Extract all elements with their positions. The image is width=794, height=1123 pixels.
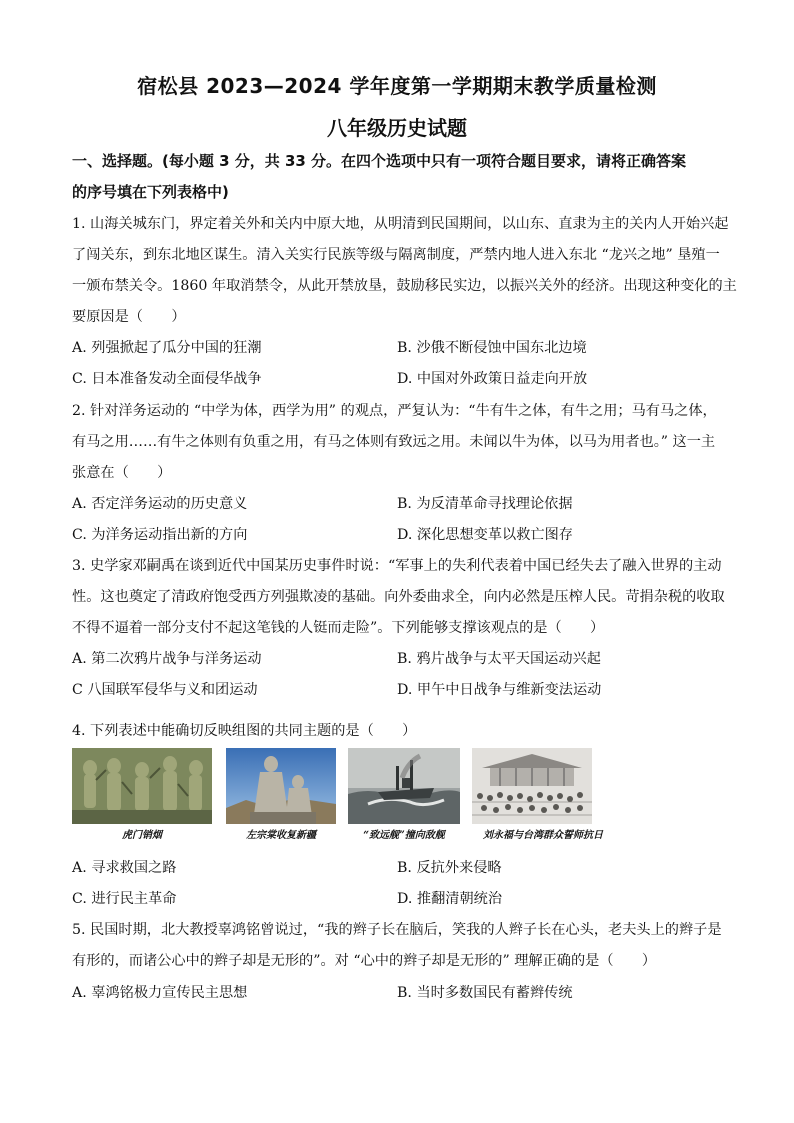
q1-option-c[interactable]: C. 日本准备发动全面侵华战争 [72,371,262,387]
q3-option-d[interactable]: D. 甲午中日战争与维新变法运动 [397,682,602,698]
warship-image [348,748,460,824]
q1-stem-line-2: 了闯关东，到东北地区谋生。清入关实行民族等级与隔离制度，严禁内地人进入东北 “龙兴之地” 垦殖一 [72,247,720,263]
q1-stem-line-4: 要原因是（ ） [72,309,186,325]
q4-stem: 4. 下列表述中能确切反映组图的共同主题的是（ ） [72,723,417,739]
q1-option-d[interactable]: D. 中国对外政策日益走向开放 [397,371,588,387]
q3-option-a[interactable]: A. 第二次鸦片战争与洋务运动 [72,651,262,667]
exam-title: 宿松县 2023—2024 学年度第一学期期末教学质量检测 [137,74,657,98]
q2-option-b[interactable]: B. 为反清革命寻找理论依据 [397,496,573,512]
q2-option-c[interactable]: C. 为洋务运动指出新的方向 [72,527,248,543]
q4-option-a[interactable]: A. 寻求救国之路 [72,860,177,876]
q1-stem-line-3: 一颁布禁关令。1860 年取消禁令，从此开禁放垦，鼓励移民实边，以振兴关外的经济。出现这种变化的主 [72,278,737,294]
q2-stem-line-2: 有马之用……有牛之体则有负重之用，有马之体则有致远之用。未闻以牛为体，以马为用者也。” 这一主 [72,434,716,450]
q1-stem-line-1: 1. 山海关城东门，界定着关外和关内中原大地，从明清到民国期间，以山东、直隶为主的关内人开始兴起 [72,216,729,232]
q3-stem-line-1: 3. 史学家邓嗣禹在谈到近代中国某历史事件时说：“军事上的失利代表着中国已经失去了融入世界的主动 [72,558,722,574]
q4-option-d[interactable]: D. 推翻清朝统治 [397,891,503,907]
q5-option-b[interactable]: B. 当时多数国民有蓄辫传统 [397,985,573,1001]
q4-option-b[interactable]: B. 反抗外来侵略 [397,860,502,876]
q3-stem-line-2: 性。这也奠定了清政府饱受西方列强欺凌的基础。向外委曲求全，向内必然是压榨人民。苛捐杂税的收取 [72,589,725,605]
caption-1: 虎门销烟 [122,830,162,841]
q5-stem-line-1: 5. 民国时期，北大教授辜鸿铭曾说过，“我的辫子长在脑后，笑我的人辫子长在心头，老夫头上的辫子是 [72,922,722,938]
q3-option-c[interactable]: C 八国联军侵华与义和团运动 [72,682,258,698]
exam-subtitle: 八年级历史试题 [327,116,467,140]
caption-2: 左宗棠收复新疆 [246,830,316,841]
statue-image [226,748,336,824]
q5-stem-line-2: 有形的，而诸公心中的辫子却是无形的”。对 “心中的辫子却是无形的” 理解正确的是（ ） [72,953,657,969]
caption-3: “致远舰”撞向敌舰 [363,830,445,841]
q2-stem-line-3: 张意在（ ） [72,465,172,481]
q2-stem-line-1: 2. 针对洋务运动的 “中学为体，西学为用” 的观点，严复认为：“牛有牛之体，有牛之用；马有马之体， [72,403,717,419]
crowd-engraving-image [472,748,592,824]
q3-stem-line-3: 不得不逼着一部分支付不起这笔钱的人铤而走险”。下列能够支撑该观点的是（ ） [72,620,605,636]
q2-option-d[interactable]: D. 深化思想变革以救亡图存 [397,527,573,543]
q2-option-a[interactable]: A. 否定洋务运动的历史意义 [72,496,248,512]
q1-option-a[interactable]: A. 列强掀起了瓜分中国的狂潮 [72,340,262,356]
caption-4: 刘永福与台湾群众誓师抗日 [483,830,603,841]
section-heading-line-1: 一、选择题。(每小题 3 分，共 33 分。在四个选项中只有一项符合题目要求，请将正确答案 [72,152,687,170]
q5-option-a[interactable]: A. 辜鸿铭极力宣传民主思想 [72,985,248,1001]
relief-image [72,748,212,824]
q4-option-c[interactable]: C. 进行民主革命 [72,891,177,907]
q3-option-b[interactable]: B. 鸦片战争与太平天国运动兴起 [397,651,601,667]
section-heading-line-2: 的序号填在下列表格中) [72,183,229,201]
q1-option-b[interactable]: B. 沙俄不断侵蚀中国东北边境 [397,340,587,356]
